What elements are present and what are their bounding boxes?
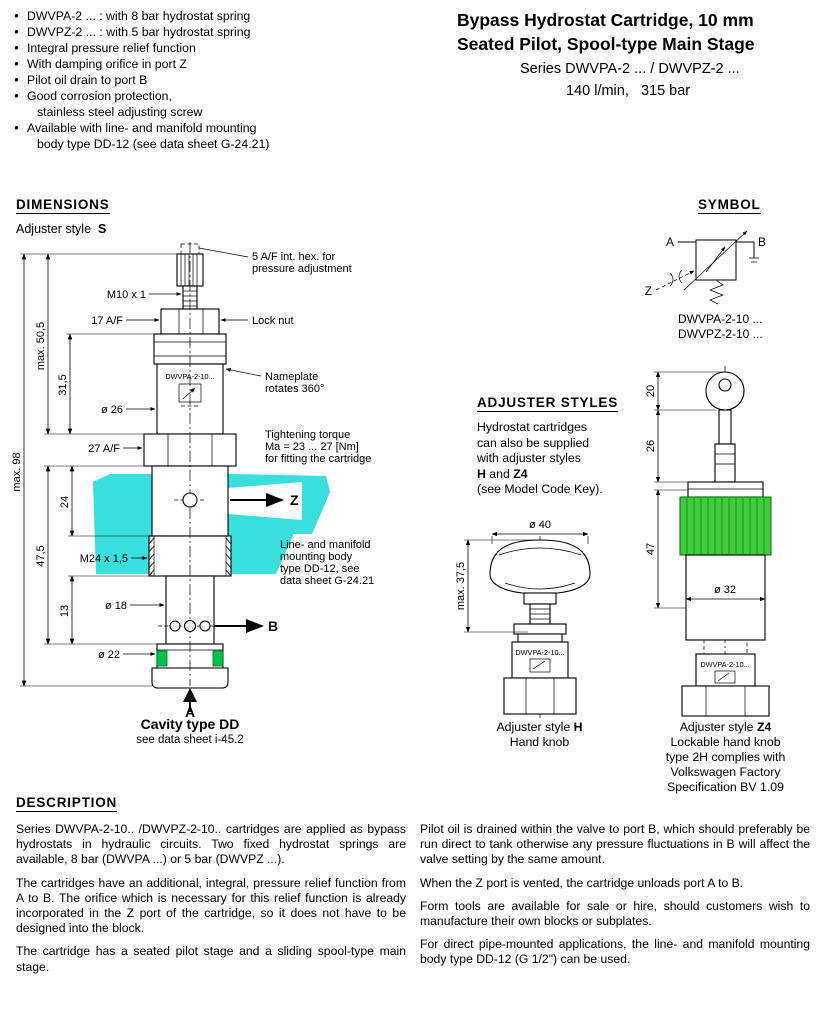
style-h-caption-title xyxy=(452,720,627,735)
upper-flange xyxy=(518,634,562,642)
nameplate-text: DWVPA-2-10... xyxy=(515,648,565,657)
key-blade xyxy=(715,444,735,482)
label-dia26: ø 26 xyxy=(100,404,123,416)
description-heading: DESCRIPTION xyxy=(16,795,118,810)
cavity-subtitle: see data sheet i-45.2 xyxy=(136,734,244,746)
nameplate-body xyxy=(696,654,755,686)
feature-text: Pilot oil drain to port B xyxy=(27,73,148,87)
style-z4-caption-sub: Lockable hand knob xyxy=(670,735,781,749)
bullet-icon: ● xyxy=(14,11,19,20)
z-port-hole xyxy=(183,493,197,507)
description-paragraph: The cartridges have an additional, integral, pressure relief function from A to B. The orifice which is necessary for this relief function is already incorporated in the Z port of the cartridge, so it does not have to be designed into the block. xyxy=(16,875,406,936)
label-nameplate-note-2: rotates 360° xyxy=(265,383,325,395)
feature-list xyxy=(14,8,444,152)
style-h-caption-sub: Hand knob xyxy=(509,735,570,749)
label-body-note-1: Line- and manifold xyxy=(280,539,371,551)
label-27af: 27 A/F xyxy=(88,443,120,455)
feature-item xyxy=(14,56,444,72)
description-paragraph: Series DWVPA-2-10.. /DWVPZ-2-10.. cartridges are applied as bypass hydrostats in hydraulic circuits. Two fixed hydrostat springs are available, 8 bar (DWVPA ...) or 5 bar (DWVPZ ...). xyxy=(16,822,406,867)
label-m10x1: M10 x 1 xyxy=(106,289,146,301)
symbol-port-b-label: B xyxy=(758,235,767,249)
adjuster-style-z4-drawing xyxy=(628,352,808,718)
symbol-port-z-label: Z xyxy=(644,284,652,298)
dim-label-dia40: ø 40 xyxy=(528,519,552,531)
style-h-ref: H xyxy=(477,466,486,481)
feature-text: DWVPZ-2 ... : with 5 bar hydrostat spring xyxy=(27,25,251,39)
bullet-icon: ● xyxy=(14,91,19,100)
feature-item xyxy=(14,88,444,104)
dim-label-31-5: 31,5 xyxy=(57,374,69,396)
dim-label-dia32: ø 32 xyxy=(713,584,737,596)
style-z4-caption xyxy=(628,720,823,795)
label-17af: 17 A/F xyxy=(91,315,123,327)
label-socket-note-1: 5 A/F int. hex. for xyxy=(252,251,336,263)
intro-line xyxy=(477,467,642,483)
symbol-model-2: DWVPZ-2-10 ... xyxy=(678,327,763,341)
label-m24x15: M24 x 1,5 xyxy=(79,553,128,565)
bullet-icon: ● xyxy=(14,27,19,36)
label-torque-1: Tightening torque xyxy=(265,429,351,441)
hex-section xyxy=(504,678,576,714)
symbol-port-a-label: A xyxy=(665,235,674,249)
label-dia18: ø 18 xyxy=(104,600,127,612)
symbol-orifice-icon xyxy=(679,270,682,283)
style-z4-ref: Z4 xyxy=(513,466,528,481)
style-z4-caption-sub: type 2H complies with xyxy=(665,750,786,764)
key-shaft xyxy=(719,410,731,444)
description-paragraph: The cartridge has a seated pilot stage and a sliding spool-type main stage. xyxy=(16,944,406,974)
key-head-hole xyxy=(719,379,731,391)
page-title-line2: Seated Pilot, Spool-type Main Stage xyxy=(457,34,755,54)
feature-item-continuation xyxy=(14,136,444,152)
knob-cap xyxy=(688,482,763,497)
style-z4-caption-sub: Volkswagen Factory xyxy=(670,765,781,779)
cavity-title: Cavity type DD xyxy=(140,716,240,732)
hydraulic-symbol-drawing xyxy=(630,220,810,342)
bullet-icon xyxy=(24,136,37,152)
feature-item xyxy=(14,24,444,40)
feature-text: body type DD-12 (see data sheet G-24.21) xyxy=(37,137,270,151)
nameplate-text: DWVPA-2-10... xyxy=(700,660,750,669)
intro-and: and xyxy=(485,466,514,481)
caption-prefix: Adjuster style xyxy=(496,720,571,734)
style-z4-caption-title xyxy=(628,720,823,735)
adjuster-style-s-label xyxy=(16,222,106,236)
label-body-note-4: data sheet G-24.21 xyxy=(280,575,375,587)
intro-line: (see Model Code Key). xyxy=(477,482,603,496)
hex-section xyxy=(682,686,769,716)
drain-hole xyxy=(200,621,210,631)
knob-base xyxy=(524,593,556,604)
symbol-flow-arrow-icon xyxy=(706,247,725,272)
hidden-internal-edges xyxy=(704,640,747,654)
label-port-a: A xyxy=(184,704,196,720)
bullet-icon: ● xyxy=(14,43,19,52)
label-socket-note-2: pressure adjustment xyxy=(252,263,352,275)
cavity-caption xyxy=(50,716,330,747)
dim-label-24: 24 xyxy=(59,495,71,509)
seal-ring-right xyxy=(213,651,223,666)
feature-item xyxy=(14,72,444,88)
feature-text: Good corrosion protection, xyxy=(27,89,172,103)
seal-ring-left xyxy=(157,651,167,666)
label-nameplate-note-1: Nameplate xyxy=(265,371,319,383)
symbol-heading: SYMBOL xyxy=(698,197,761,212)
intro-line: can also be supplied xyxy=(477,435,590,450)
dim-label-13: 13 xyxy=(59,604,71,618)
dim-label-max98: max. 98 xyxy=(11,452,23,492)
dim-label-max50-5: max. 50,5 xyxy=(35,321,47,371)
adjuster-style-letter: S xyxy=(98,222,107,236)
description-paragraph: Pilot oil is drained within the valve to port B, which should preferably be run direct to tank otherwise any pressure fluctuations in B will affect the valve setting by the same amount. xyxy=(420,822,810,867)
caption-style-letter: Z4 xyxy=(756,720,772,734)
symbol-orifice-icon xyxy=(670,273,673,286)
washer xyxy=(514,624,566,634)
description-right-column xyxy=(420,822,810,976)
adjuster-styles-intro xyxy=(477,420,642,498)
label-lock-nut: Lock nut xyxy=(252,315,294,327)
symbol-spring-icon xyxy=(710,280,723,304)
style-h-caption xyxy=(452,720,627,750)
bullet-icon: ● xyxy=(14,59,19,68)
description-paragraph: For direct pipe-mounted applications, the line- and manifold mounting body type DD-12 (G 1/2") can be used. xyxy=(420,937,810,967)
port-b-arrow-icon xyxy=(246,619,264,633)
description-left-column xyxy=(16,822,406,983)
feature-text: DWVPA-2 ... : with 8 bar hydrostat spring xyxy=(27,9,251,23)
label-body-note-2: mounting body xyxy=(280,551,353,563)
port-a-arrow-icon xyxy=(183,688,197,702)
page-title-line1: Bypass Hydrostat Cartridge, 10 mm xyxy=(457,10,754,30)
intro-line: Hydrostat cartridges xyxy=(477,420,588,434)
cartridge-dimension-drawing xyxy=(8,236,448,722)
feature-text: With damping orifice in port Z xyxy=(27,57,187,71)
bullet-icon: ● xyxy=(14,75,19,84)
adjuster-styles-heading: ADJUSTER STYLES xyxy=(477,395,619,410)
feature-text: Available with line- and manifold mounting xyxy=(27,121,257,135)
bullet-icon: ● xyxy=(14,123,19,132)
style-z4-caption-sub: Specification BV 1.09 xyxy=(667,780,784,794)
dim-label-26: 26 xyxy=(645,439,657,453)
caption-prefix: Adjuster style xyxy=(679,720,754,734)
intro-line: with adjuster styles xyxy=(477,451,581,465)
dim-label-47: 47 xyxy=(645,542,657,556)
feature-text: Integral pressure relief function xyxy=(27,41,196,55)
feature-item-continuation xyxy=(14,104,444,120)
label-torque-3: for fitting the cartridge xyxy=(265,453,372,465)
feature-item xyxy=(14,8,444,24)
nameplate-text: DWVPA-2-10... xyxy=(165,372,215,381)
bullet-icon xyxy=(24,104,37,120)
feature-item xyxy=(14,120,444,136)
symbol-pilot-z-line xyxy=(656,271,694,290)
symbol-model-1: DWVPA-2-10 ... xyxy=(678,312,763,326)
feature-item xyxy=(14,40,444,56)
label-dia22: ø 22 xyxy=(97,649,120,661)
description-paragraph: When the Z port is vented, the cartridge unloads port A to B. xyxy=(420,875,744,890)
dimension-lines xyxy=(24,254,72,686)
dim-label-47-5: 47,5 xyxy=(35,545,47,567)
knob-lower-body xyxy=(686,555,765,640)
drain-hole xyxy=(170,621,180,631)
label-torque-2: Ma = 23 ... 27 [Nm] xyxy=(265,441,359,453)
dimensions-heading: DIMENSIONS xyxy=(16,197,110,212)
adjuster-style-prefix: Adjuster style xyxy=(16,222,92,236)
dim-label-max37-5: max. 37,5 xyxy=(455,561,467,611)
caption-style-letter: H xyxy=(573,720,583,734)
feature-text: stainless steel adjusting screw xyxy=(37,105,203,119)
label-port-b: B xyxy=(268,618,279,634)
drain-hole xyxy=(185,621,196,632)
series-label: Series DWVPA-2 ... / DWVPZ-2 ... xyxy=(520,61,740,77)
label-port-z: Z xyxy=(290,492,299,508)
label-body-note-3: type DD-12, see xyxy=(280,563,360,575)
flow-pressure-rating: 140 l/min, 315 bar xyxy=(566,83,691,99)
adjuster-style-h-drawing xyxy=(452,492,622,720)
description-paragraph: Form tools are available for sale or hire, should customers wish to manufacture their own blocks or subplates. xyxy=(420,898,810,929)
dim-label-20: 20 xyxy=(645,384,657,398)
